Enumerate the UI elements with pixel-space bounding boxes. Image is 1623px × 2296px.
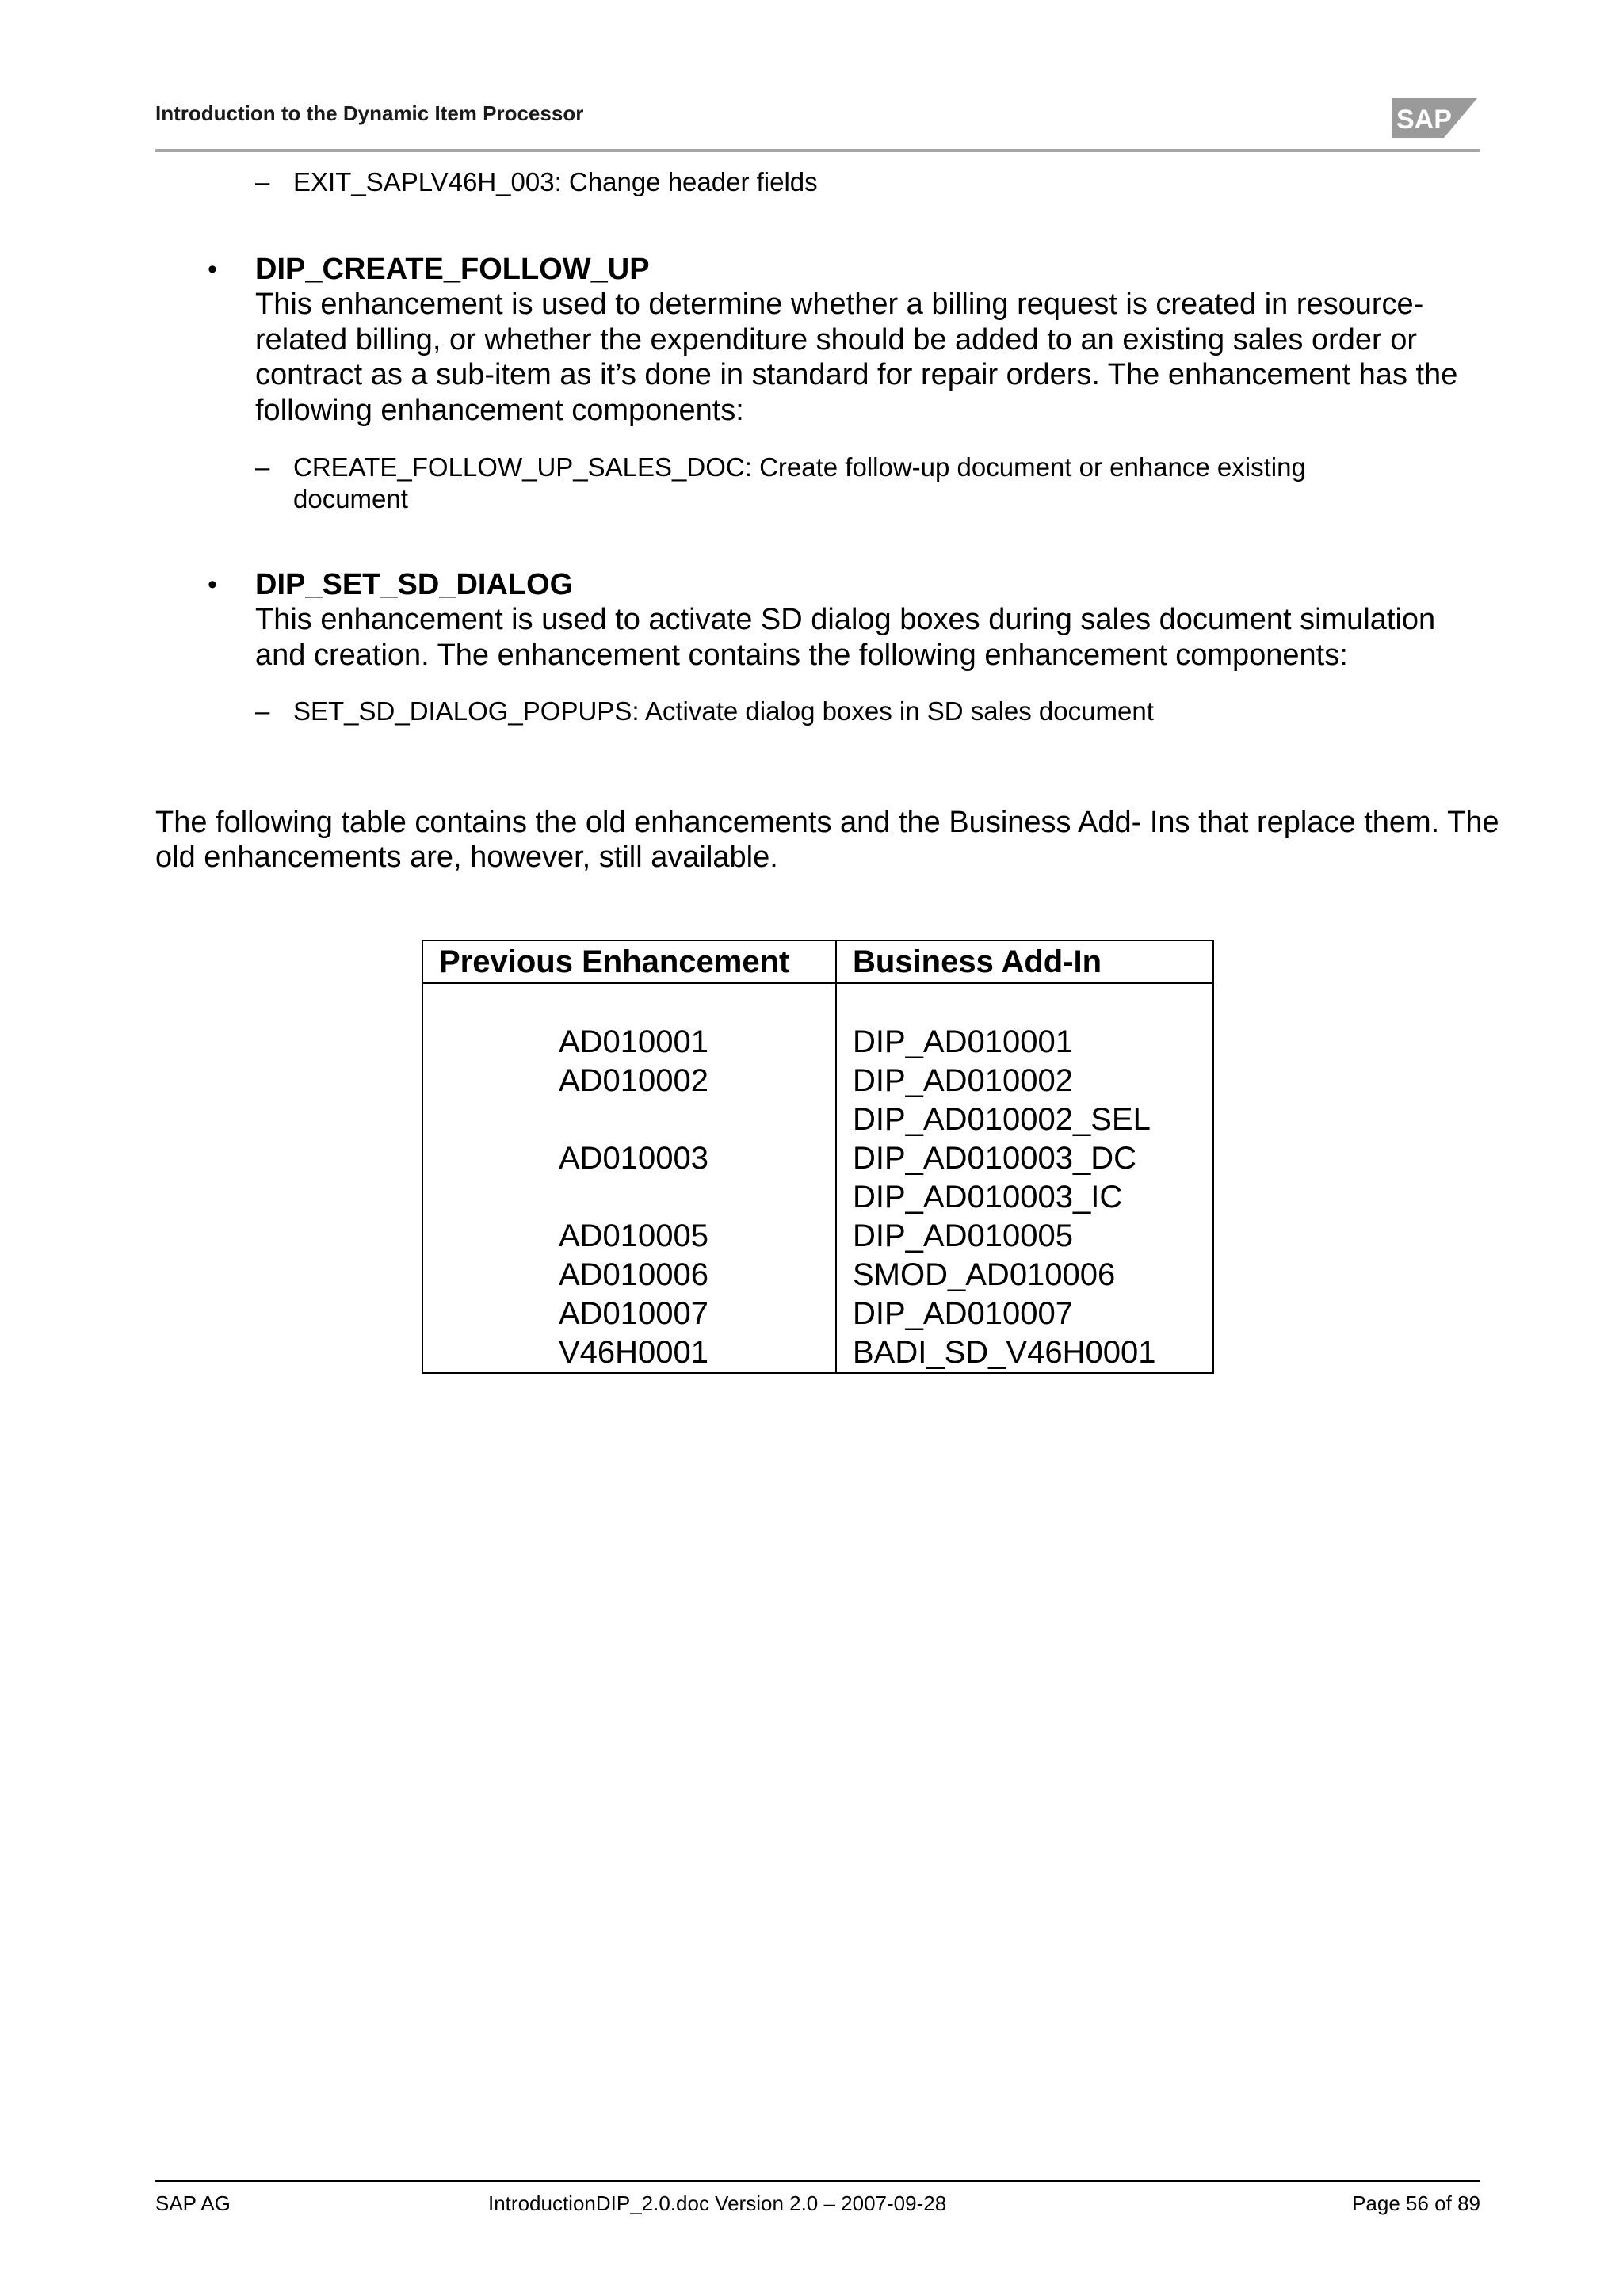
- cell-badi: BADI_SD_V46H0001: [836, 1333, 1213, 1373]
- sub-item-create-follow-up-sales-doc: [255, 452, 1403, 515]
- dash-marker: –: [255, 696, 270, 726]
- footer-company: SAP AG: [155, 2191, 231, 2215]
- page-footer: [155, 2180, 1480, 2228]
- table-row: [422, 1256, 1213, 1295]
- cell-previous: AD010006: [422, 1256, 836, 1295]
- cell-badi: DIP_AD010002_SEL: [836, 1100, 1213, 1139]
- column-header-previous-enhancement: Previous Enhancement: [422, 940, 836, 983]
- cell-badi: DIP_AD010003_IC: [836, 1178, 1213, 1217]
- bullet-marker: •: [208, 254, 217, 284]
- cell-previous: AD010001: [422, 1023, 836, 1062]
- table-row: [422, 1139, 1213, 1178]
- cell-previous: AD010003: [422, 1139, 836, 1178]
- table-row: [422, 1062, 1213, 1100]
- cell-previous: AD010007: [422, 1295, 836, 1333]
- intro-paragraph: The following table contains the old enhancements and the Business Add- Ins that replace them. The old enhancements are, however, still available.: [155, 806, 1499, 874]
- dash-marker: –: [255, 452, 270, 482]
- section-title-set-sd-dialog: DIP_SET_SD_DIALOG: [255, 568, 574, 601]
- table-row: [422, 1333, 1213, 1373]
- sap-logo: [1392, 98, 1477, 138]
- bullet-marker: •: [208, 570, 217, 600]
- cell-badi: DIP_AD010005: [836, 1217, 1213, 1256]
- sub-item-text: SET_SD_DIALOG_POPUPS: Activate dialog boxes in SD sales document: [293, 696, 1154, 726]
- table-row: [422, 1100, 1213, 1139]
- top-sub-item-text: EXIT_SAPLV46H_003: Change header fields: [293, 167, 818, 196]
- column-header-business-add-in: Business Add-In: [836, 940, 1213, 983]
- table-row: [422, 1217, 1213, 1256]
- table-row: [422, 1023, 1213, 1062]
- section-body-create-follow-up: This enhancement is used to determine whether a billing request is created in resource-related billing, or whether the expenditure should be added to an existing sales order or contract as a sub-item as it’s done in standard for repair orders. The enhancement has the following enhancement components:: [255, 288, 1458, 427]
- sub-item-text: CREATE_FOLLOW_UP_SALES_DOC: Create follow-up document or enhance existing document: [293, 452, 1306, 513]
- table-row: [422, 1178, 1213, 1217]
- table-row: [422, 1295, 1213, 1333]
- header-title: Introduction to the Dynamic Item Processor: [155, 101, 584, 125]
- sub-item-set-sd-dialog-popups: [255, 696, 1403, 727]
- table-header-row: [422, 940, 1213, 983]
- page-header: [155, 93, 1480, 154]
- footer-document-version: IntroductionDIP_2.0.doc Version 2.0 – 2007-09-28: [488, 2191, 947, 2215]
- section-title-create-follow-up: DIP_CREATE_FOLLOW_UP: [255, 253, 650, 286]
- cell-badi: DIP_AD010007: [836, 1295, 1213, 1333]
- footer-page-number: Page 56 of 89: [1352, 2191, 1480, 2215]
- dash-marker: –: [255, 167, 270, 196]
- section-body-set-sd-dialog: This enhancement is used to activate SD dialog boxes during sales document simulation and creation. The enhancement contains the following enhancement components:: [255, 603, 1436, 672]
- cell-previous: V46H0001: [422, 1333, 836, 1373]
- cell-badi: DIP_AD010002: [836, 1062, 1213, 1100]
- cell-previous: AD010002: [422, 1062, 836, 1100]
- cell-badi: SMOD_AD010006: [836, 1256, 1213, 1295]
- cell-previous: [422, 1178, 836, 1217]
- top-sub-item: [255, 166, 818, 198]
- cell-badi: DIP_AD010003_DC: [836, 1139, 1213, 1178]
- enhancement-table: [422, 940, 1214, 1374]
- cell-previous: AD010005: [422, 1217, 836, 1256]
- header-rule: [155, 149, 1480, 152]
- table-spacer-row: [422, 983, 1213, 1023]
- cell-previous: [422, 1100, 836, 1139]
- cell-badi: DIP_AD010001: [836, 1023, 1213, 1062]
- sap-logo-text: SAP: [1396, 105, 1452, 135]
- footer-rule: [155, 2180, 1480, 2182]
